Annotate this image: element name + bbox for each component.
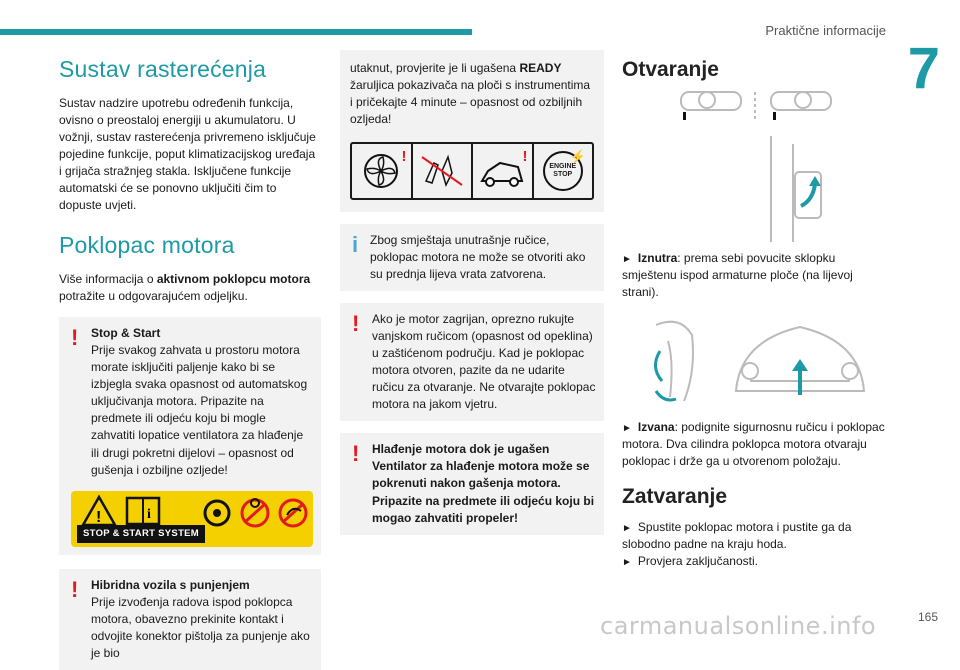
- header-accent-bar: [0, 29, 472, 35]
- warning-exclamation-icon: !: [71, 576, 79, 602]
- stop-start-badge: STOP & START SYSTEM: [77, 525, 205, 542]
- section-title-closing: Zatvaranje: [622, 484, 728, 508]
- fan-icon: [361, 151, 401, 191]
- engine-stop-button-icon: ENGINE STOP: [543, 151, 583, 191]
- inside-release-illustration: [675, 92, 835, 242]
- outside-release-illustration: [640, 311, 870, 411]
- bonnet-intro: Više informacija o aktivnom poklopcu motora potražite u odgovarajućem odjeljku.: [59, 272, 311, 304]
- column-middle: [340, 50, 604, 535]
- info-icon: i: [352, 232, 359, 258]
- column-right: [622, 50, 888, 570]
- no-hands-icon: [418, 151, 466, 191]
- warning-box-plugin-hybrid: [59, 569, 321, 670]
- warning-box-hot-engine: [340, 303, 604, 421]
- box-title: Hibridna vozila s punjenjem: [91, 577, 250, 592]
- warning-exclamation-icon: !: [71, 325, 79, 351]
- engine-open-cell: [473, 144, 534, 198]
- svg-text:i: i: [147, 506, 151, 522]
- warning-box-cooling-fan: [340, 433, 604, 534]
- warning-exclamation-icon: !: [522, 148, 528, 166]
- box-text: Ako je motor zagrijan, oprezno rukujte vanjskom ručicom (opasnost od opeklina) u zaštićenom području. Kad je poklopac motora otvoren, pazite da ne udarite ručicu za otvaranje. Ne otvarajte poklopac motora na jakom vjetru.: [372, 312, 596, 412]
- warning-exclamation-icon: !: [352, 441, 360, 467]
- svg-text:!: !: [96, 508, 102, 526]
- warning-exclamation-icon: !: [401, 148, 407, 166]
- box-text: utaknut, provjerite je li ugašena READY žaruljica pokazivača na ploči s instrumentima i pričekajte 4 minute – opasnost od ozbiljnih ozljeda!: [350, 61, 591, 127]
- column-left: [59, 50, 321, 670]
- inside-instruction: ► Iznutra: prema sebi povucite sklopku smještenu ispod armaturne ploče (na lijevoj strani).: [622, 251, 853, 300]
- engine-stop-cell: [534, 144, 593, 198]
- box-text: Hlađenje motora dok je ugašen Ventilator za hlađenje motora može se pokrenuti nakon gašenja motora. Pripazite na predmete ili odjeću koju bi mogao zahvatiti propeler!: [372, 442, 595, 525]
- page-number: 165: [917, 610, 938, 624]
- warning-box-continued: [340, 50, 604, 212]
- running-header: Praktične informacije: [765, 23, 886, 38]
- section-title-load-shedding: Sustav rasterećenja: [59, 56, 267, 82]
- stop-start-warning-strip: [71, 491, 313, 547]
- watermark: carmanualsonline.info: [600, 612, 877, 640]
- lightning-icon: ⚡: [569, 149, 586, 165]
- load-shedding-text: Sustav nadzire upotrebu određenih funkcija, ovisno o preostaloj energiji u akumulatoru. U vožnji, sustav rasterećenja privremeno isključuje pojedine funkcije, poput klimatizacijskog uređaja i grijača stražnjeg stakla. Isključene funkcije automatski će se ponovno uključiti čim to dopuste uvjeti.: [59, 96, 316, 213]
- chapter-number: 7: [907, 36, 940, 101]
- box-text: Zbog smještaja unutrašnje ručice, poklopac motora ne može se otvoriti ako su prednja lijeva vrata zatvorena.: [370, 233, 586, 282]
- info-box-inner-handle: [340, 224, 604, 291]
- section-title-bonnet: Poklopac motora: [59, 232, 235, 259]
- warning-exclamation-icon: !: [352, 311, 360, 337]
- section-title-opening: Otvaranje: [622, 58, 719, 81]
- fan-warning-cell: [352, 144, 413, 198]
- closing-step-2: ► Provjera zaključanosti.: [622, 553, 758, 568]
- warning-box-stop-start: [59, 317, 321, 554]
- active-bonnet-link: aktivnom poklopcu motora: [156, 272, 311, 287]
- hybrid-warning-strip: [350, 142, 594, 200]
- box-text: Prije izvođenja radova ispod poklopca motora, obavezno prekinite kontakt i odvojite konektor pištolja za punjenje ako je bio: [91, 594, 310, 660]
- outside-instruction: ► Izvana: podignite sigurnosnu ručicu i poklopac motora. Dva cilindra poklopca motora otvaraju poklopac i drže ga u otvorenom položaju.: [622, 420, 885, 469]
- box-text: Prije svakog zahvata u prostoru motora morate isključiti paljenje kako bi se izbjegla svaka opasnost od automatskog uključivanja motora. Pripazite na predmete ili odjeću koju bi mogle zahvatiti lopatice ventilatora za hlađenje ili drugi pokretni dijelovi – opasnost od gušenja i ozbiljne ozljede!: [91, 343, 308, 477]
- box-title: Stop & Start: [91, 326, 161, 341]
- no-hands-cell: [413, 144, 474, 198]
- open-bonnet-icon: [478, 151, 526, 191]
- closing-step-1: ► Spustite poklopac motora i pustite ga da slobodno padne na kraju hoda.: [622, 519, 852, 551]
